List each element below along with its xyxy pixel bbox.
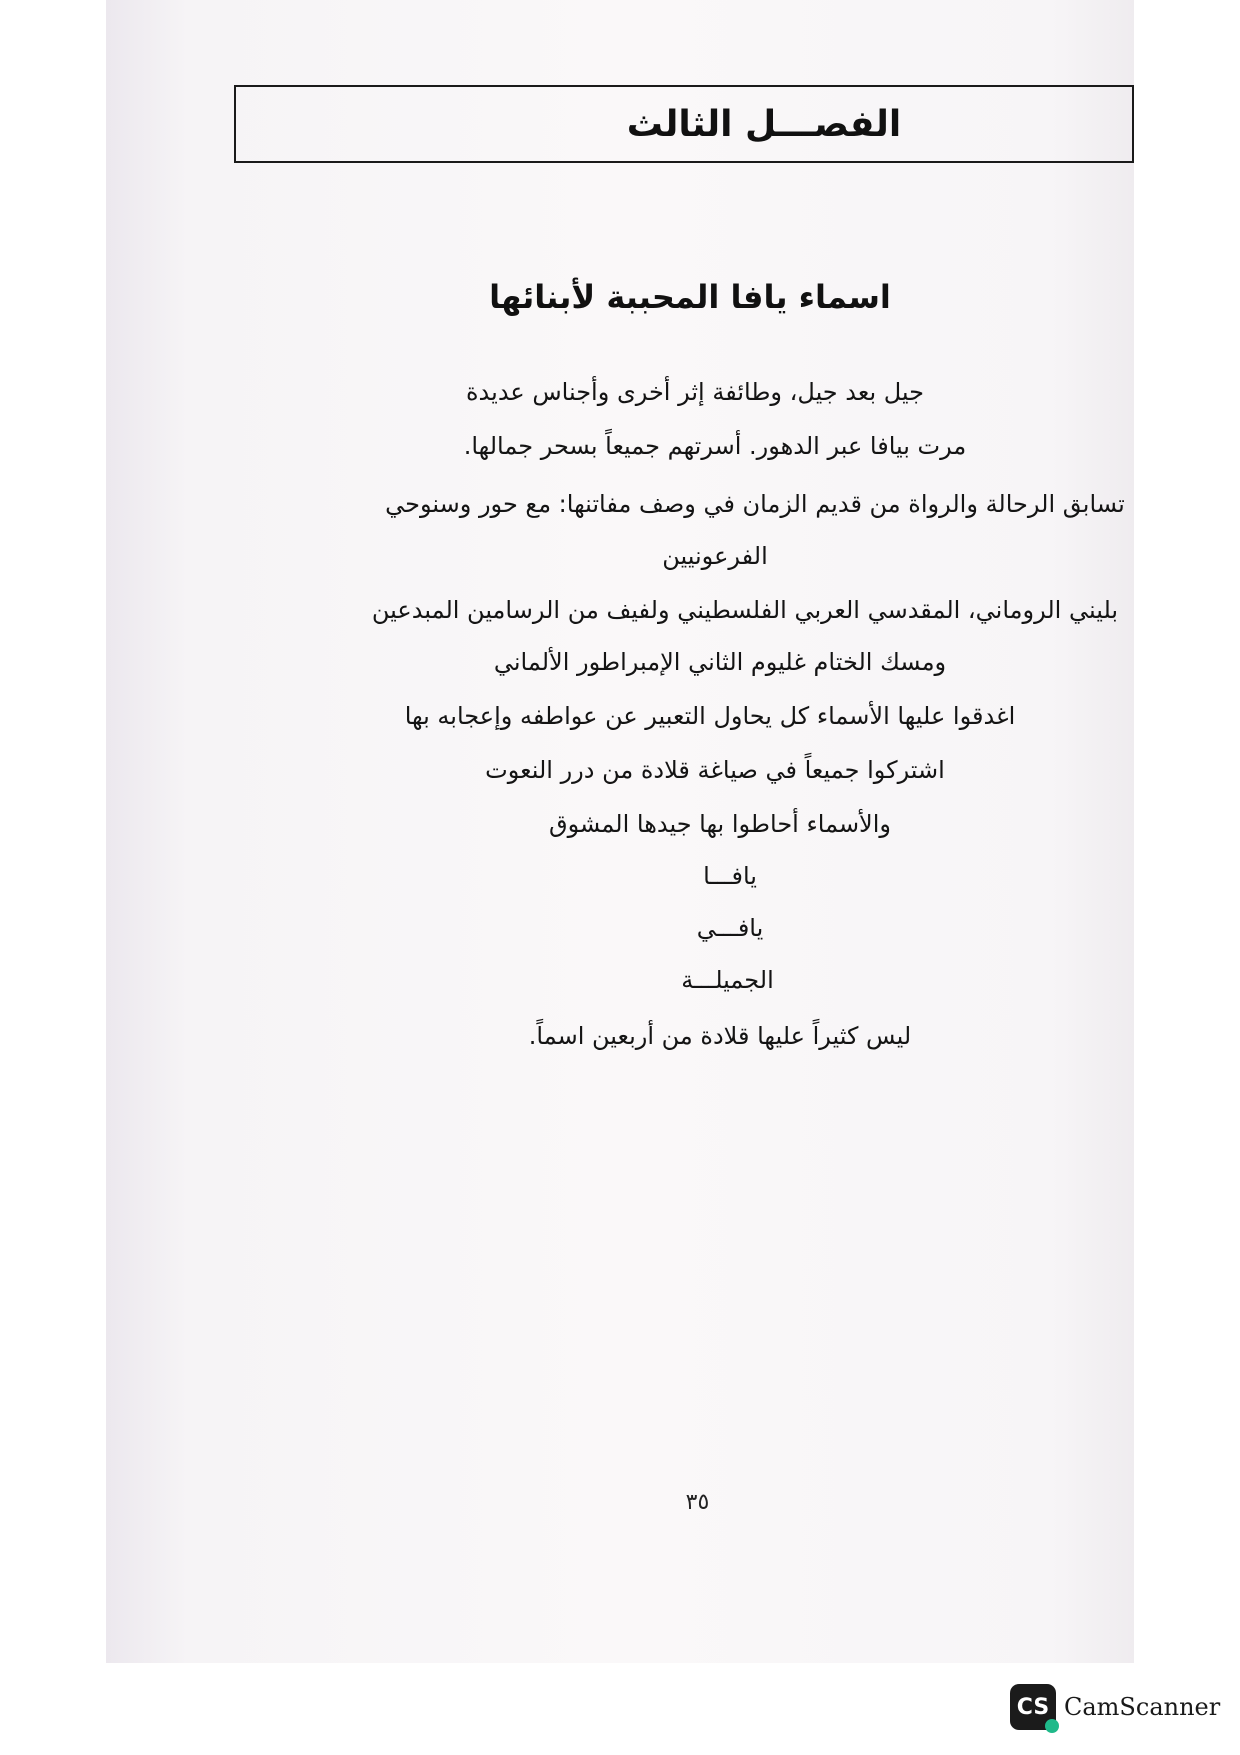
camscanner-brand-name: CamScanner [1064,1693,1221,1721]
poem-line: اغدقوا عليها الأسماء كل يحاول التعبير عن عواطفه وإعجابه بها [404,702,1016,730]
camscanner-watermark [1010,1684,1220,1730]
poem-line: ومسك الختام غليوم الثاني الإمبراطور الألماني [493,648,947,676]
article-title: اسماء يافا المحببة لأبنائها [489,278,891,316]
poem-line: تسابق الرحالة والرواة من قديم الزمان في وصف مفاتنها: مع حور وسنوحي [385,490,1125,518]
poem-line: يافـــا [703,862,757,890]
poem-line: يافـــي [696,914,764,942]
page-number: ٣٥ [685,1490,710,1515]
poem-line: ليس كثيراً عليها قلادة من أربعين اسماً. [528,1022,912,1050]
poem-line: بليني الروماني، المقدسي العربي الفلسطيني ولفيف من الرسامين المبدعين [371,596,1119,624]
poem-line: جيل بعد جيل، وطائفة إثر أخرى وأجناس عديدة [465,378,925,406]
poem-line: اشتركوا جميعاً في صياغة قلادة من درر النعوت [485,756,945,784]
chapter-title: الفصـــل الثالث [626,103,902,145]
camscanner-logo-icon: CS [1010,1684,1056,1730]
poem-line: الجميلـــة [681,966,774,994]
poem-line: الفرعونيين [662,542,768,570]
poem-line: مرت بيافا عبر الدهور. أسرتهم جميعاً بسحر جمالها. [463,432,967,460]
chapter-heading-box [234,85,1134,163]
scanned-page [106,0,1134,1663]
poem-line: والأسماء أحاطوا بها جيدها المشوق [548,810,891,838]
